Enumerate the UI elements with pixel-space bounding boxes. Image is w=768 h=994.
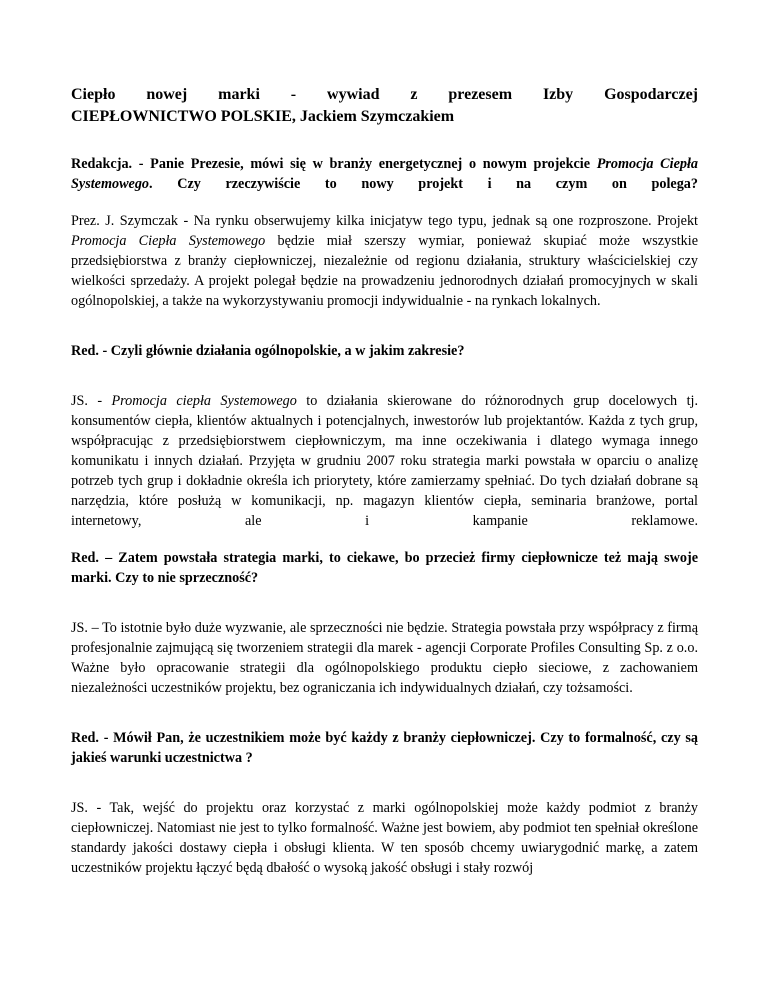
document-title-line2: CIEPŁOWNICTWO POLSKIE, Jackiem Szymczakiem — [71, 108, 455, 125]
answer-2 — [71, 391, 698, 531]
answer-2-italic: Promocja ciepła Systemowego — [111, 393, 297, 409]
answer-1 — [71, 211, 698, 311]
question-3: Red. – Zatem powstała strategia marki, to ciekawe, bo przecież firmy ciepłownicze też mają swoje marki. Czy to nie sprzeczność? — [71, 550, 698, 586]
question-1 — [71, 154, 698, 194]
question-4: Red. - Mówił Pan, że uczestnikiem może być każdy z branży ciepłowniczej. Czy to formalność, czy są jakieś warunki uczestnictwa ? — [71, 730, 698, 766]
document-title-line1: Ciepło nowej marki - wywiad z prezesem Izby Gospodarczej — [71, 86, 698, 103]
answer-1-italic: Promocja Ciepła Systemowego — [71, 233, 266, 249]
answer-2-text-a: JS. - — [71, 393, 112, 409]
question-1-italic: Promocja Ciepła Systemowego — [71, 156, 698, 192]
answer-2-text-b: to działania skierowane do różnorodnych grup docelowych tj. konsumentów ciepła, klientów aktualnych i potencjalnych, inwestorów lub projektantów. Każda z tych grup, współpracując z przedsiębiorstwem ciepłowniczym, ma inne oczekiwania i dlatego wymaga innego komunikatu i innych działań. Przyjęta w grudniu 2007 roku strategia marki powstała w oparciu o analizę potrzeb tych grup i dokładnie określa ich priorytety, które zamierzamy spełniać. Do tych działań dobrane są narzędzia, które posłużą w komunikacji, np. magazyn klientów ciepła, seminaria branżowe, portal internetowy, ale i kampanie reklamowe. — [71, 393, 698, 529]
question-2: Red. - Czyli głównie działania ogólnopolskie, a w jakim zakresie? — [71, 343, 465, 359]
answer-4: JS. - Tak, wejść do projektu oraz korzystać z marki ogólnopolskiej może każdy podmiot z branży ciepłowniczej. Natomiast nie jest to tylko formalność. Ważne jest bowiem, aby podmiot ten spełniał określone standardy jakości dostawy ciepła i obsługi klienta. W ten sposób chcemy uwiarygodnić markę, a zatem uczestników projektu łączyć będą dbałość o wysoką jakość obsługi i stały rozwój — [71, 800, 698, 876]
answer-1-text-b: będzie miał szerszy wymiar, ponieważ skupiać może wszystkie przedsiębiorstwa z branży ciepłowniczej, niezależnie od regionu działania, struktury właścicielskiej czy wielkości sprzedaży. A projekt polegał będzie na prowadzeniu jednorodnych działań promocyjnych w skali ogólnopolskiej, a także na wykorzystywaniu promocji indywidualnie - na rynkach lokalnych. — [71, 233, 698, 309]
question-1-text-b: . Czy rzeczywiście to nowy projekt i na czym on polega? — [149, 176, 698, 192]
question-1-text-a: Redakcja. - Panie Prezesie, mówi się w branży energetycznej o nowym projekcie — [71, 156, 597, 172]
document-page — [71, 84, 698, 878]
answer-1-text-a: Prez. J. Szymczak - Na rynku obserwujemy kilka inicjatyw tego typu, jednak są one rozproszone. Projekt — [71, 213, 698, 229]
answer-3: JS. – To istotnie było duże wyzwanie, ale sprzeczności nie będzie. Strategia powstała przy współpracy z firmą profesjonalnie zajmującą się tworzeniem strategii dla marek - agencji Corporate Profiles Consulting Sp. z o.o. Ważne było opracowanie strategii dla ogólnopolskiego produktu ciepło sieciowe, z zachowaniem niezależności uczestników projektu, bez ograniczania ich indywidualnych działań, czy tożsamości. — [71, 620, 698, 696]
